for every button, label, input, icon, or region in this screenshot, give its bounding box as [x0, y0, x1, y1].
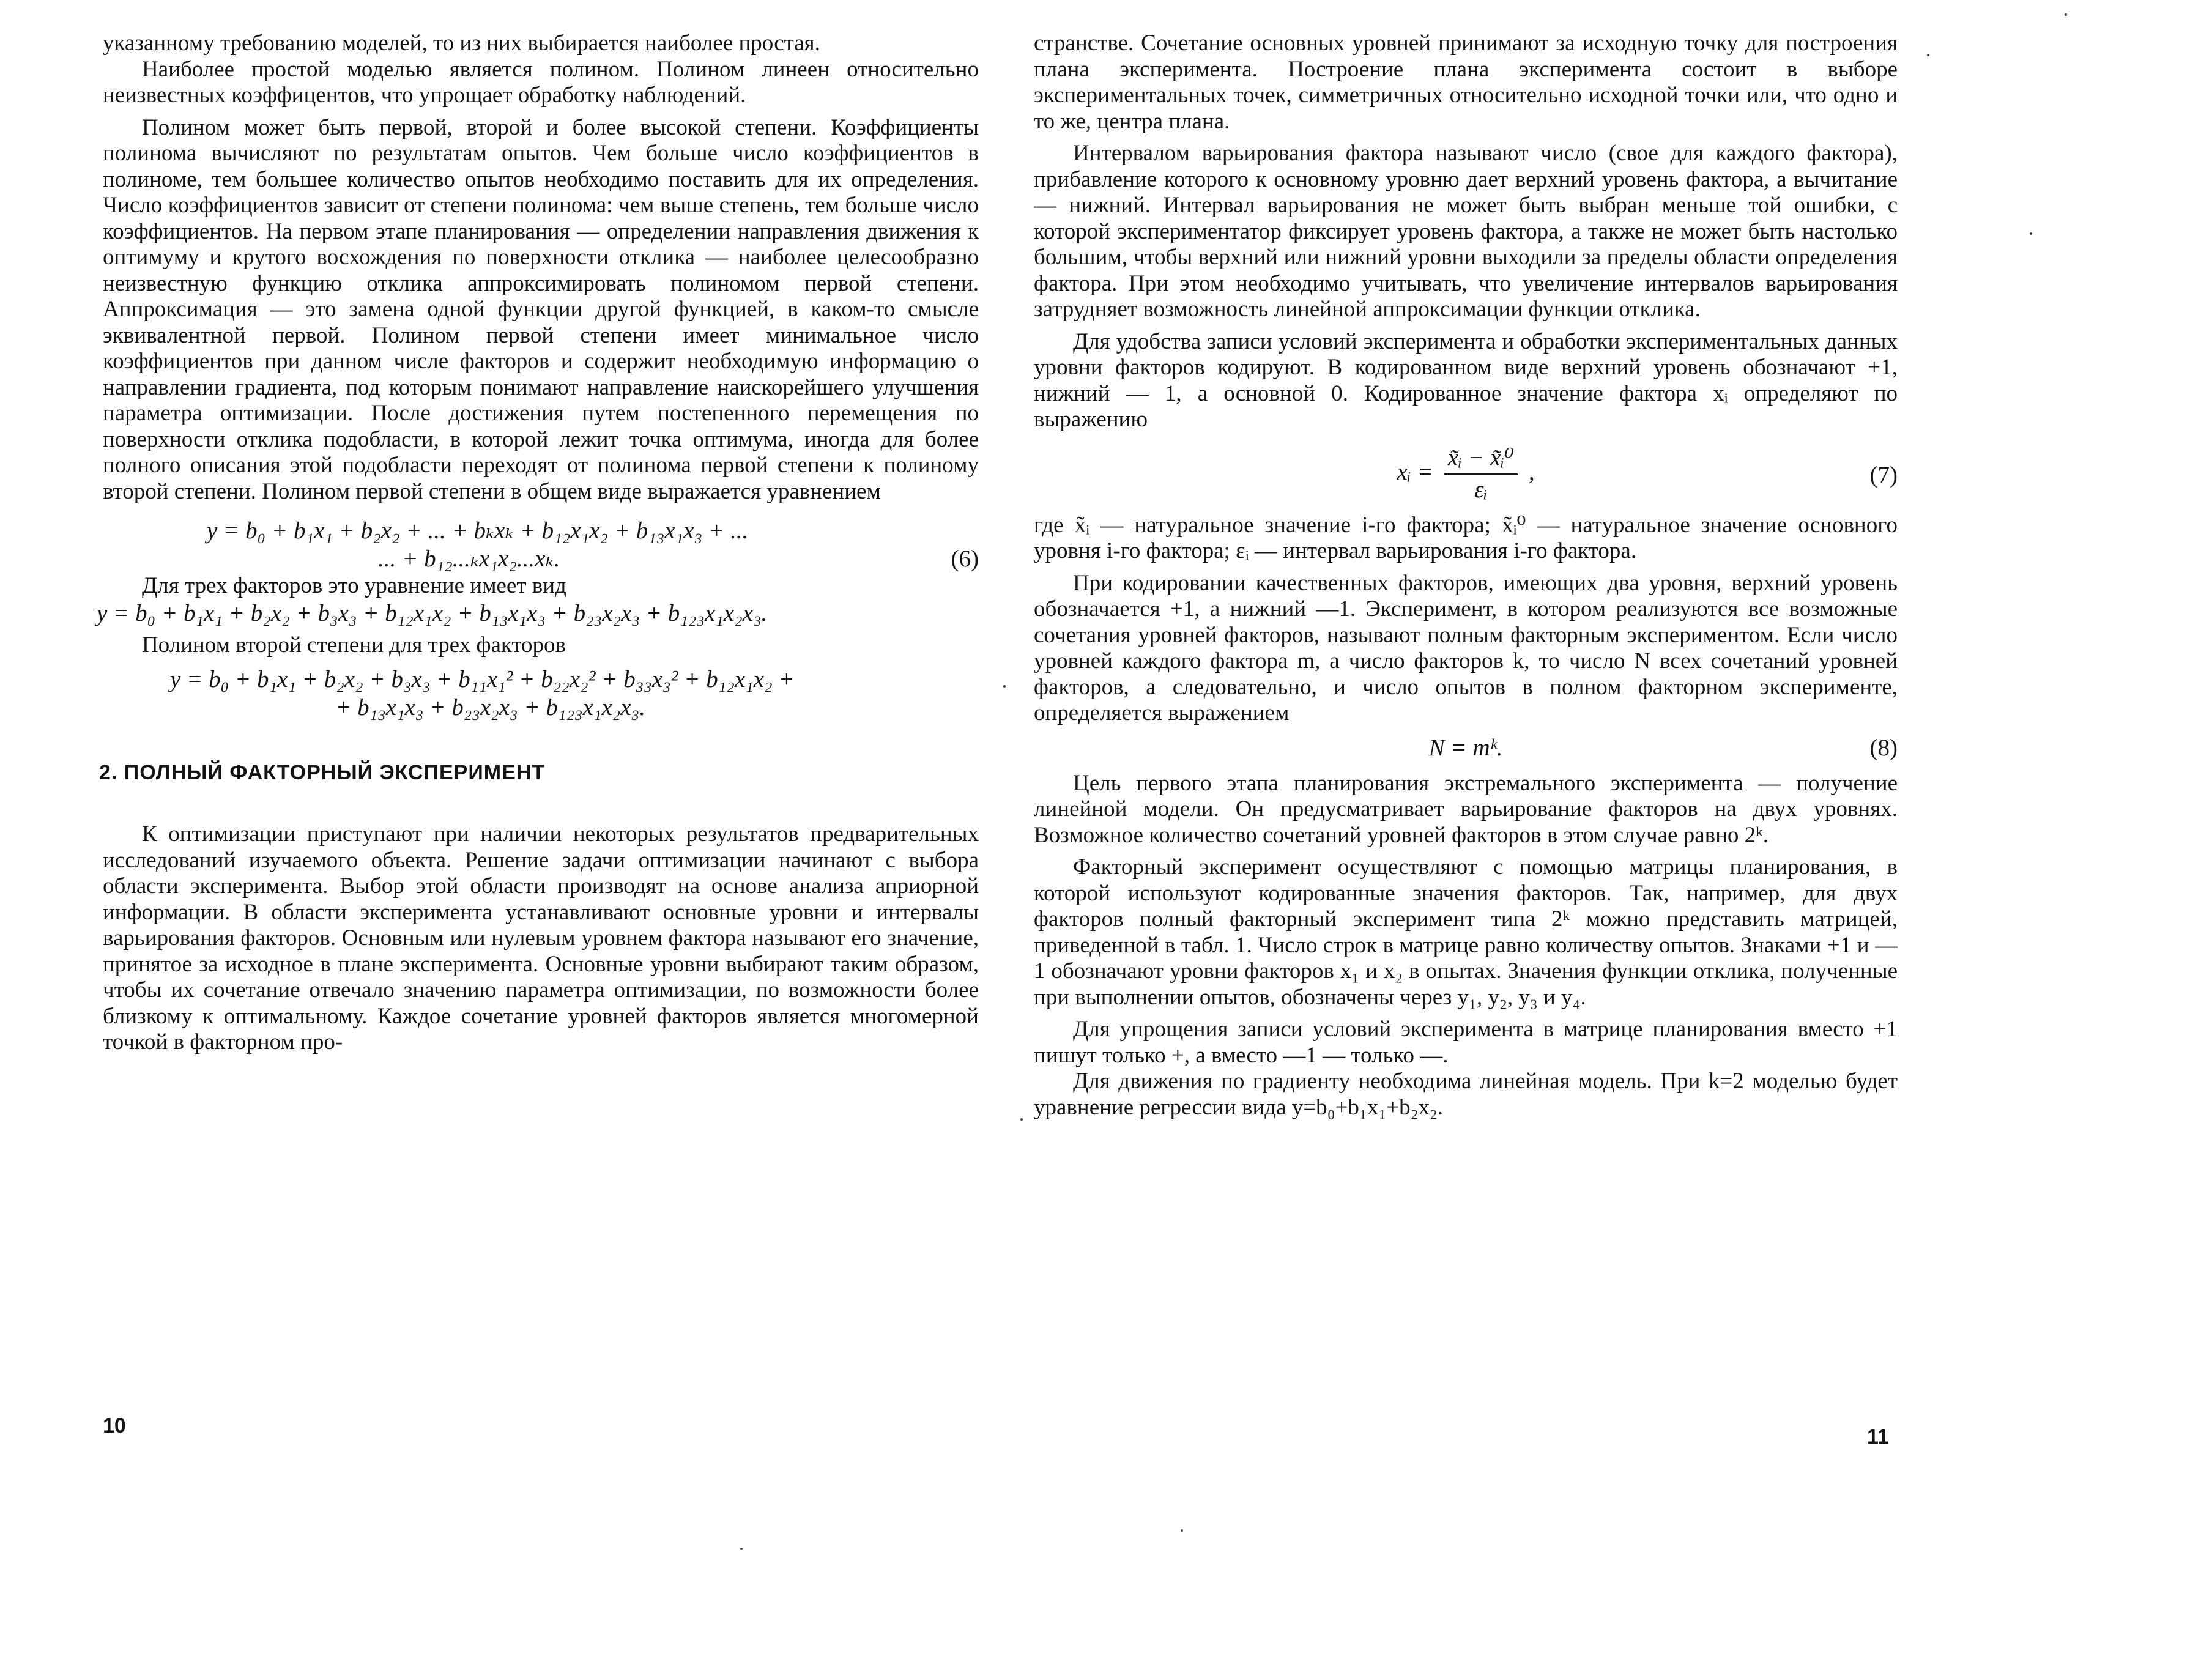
equation-7: [1034, 444, 1898, 504]
equation-7-denominator: εᵢ: [1474, 476, 1488, 503]
equation-6-line-2: [103, 545, 979, 573]
equation-8: [1034, 734, 1898, 762]
equation-6-line-1: y = b₀ + b₁x₁ + b₂x₂ + ... + bₖxₖ + b₁₂x₁x₂ + b₁₃x₁x₃ + ...: [207, 517, 749, 544]
equation-8-formula: N = mᵏ.: [1428, 734, 1503, 761]
equation-7-numerator: x̃ᵢ − x̃ᵢ⁰: [1444, 444, 1518, 475]
left-paragraph-3: Полином может быть первой, второй и более высокой степени. Коэффициенты полинома вычисляют по результатам опытов. Чем больше число коэффициентов в полиноме, тем большее количество опытов необходимо поставить для их определения. Число коэффициентов зависит от степени полинома: чем выше степень, тем больше число коэффициентов. На первом этапе планирования — определении направления движения к оптимуму и крутого восхождения по поверхности отклика — наиболее целесообразно неизвестную функцию отклика аппроксимировать полиномом первой степени. Аппроксимация — это замена одной функции другой функцией, в каком-то смысле эквивалентной первой. Полином первой степени имеет минимальное число коэффициентов при данном числе факторов и содержит необходимую информацию о направлении градиента, под которым понимают направление наискорейшего улучшения параметра оптимизации. После достижения путем постепенного перемещения по поверхности отклика подобласти, в которой лежит точка оптимума, иногда для более полного описания этой подобласти переходят от полинома первой степени к полиному второй степени. Полином первой степени в общем виде выражается уравнением: [103, 114, 979, 504]
equation-7-fraction: [1444, 444, 1518, 504]
scan-speck: [2065, 13, 2067, 16]
second-degree-text: Полином второй степени для трех факторов: [142, 632, 566, 658]
coding-paragraph: При кодировании качественных факторов, имеющих два уровня, верхний уровень обозначается +1, а нижний —1. Эксперимент, в котором реализуются все возможные сочетания уровней факторов, называют полным факторным экспериментом. Если число уровней каждого фактора m, а число факторов k, то число N всех сочетаний уровней факторов, а следовательно, и число опытов в полном факторном эксперименте, определяется выражением: [1034, 570, 1898, 725]
left-page: [97, 31, 979, 1056]
right-paragraph-2: Интервалом варьирования фактора называют число (свое для каждого фактора), прибавление которого к основному уровню дает верхний уровень фактора, а вычитание — нижний. Интервал варьирования не может быть выбран меньше той ошибки, с которой экспериментатор фиксирует уровень фактора, а также не может быть настолько большим, чтобы верхний или нижний уровни выходили за пределы области определения фактора. При этом необходимо учитывать, что увеличение интервалов варьирования затрудняет возможность линейной аппроксимации функции отклика.: [1034, 141, 1898, 322]
equation-7-number: (7): [1869, 461, 1898, 488]
section-paragraph: К оптимизации приступают при наличии некоторых результатов предварительных исследований изучаемого объекта. Решение задачи оптимизации начинают с выбора области эксперимента. Выбор этой области производят на основе анализа априорной информации. В области эксперимента устанавливают основные уровни и интервалы варьирования факторов. Основным или нулевым уровнем фактора называют его значение, принятое за исходное в плане эксперимента. Основные уровни выбирают таким образом, чтобы их сочетание отвечало значению параметра оптимизации, по возможности более близкому к оптимальному. Каждое сочетание уровней факторов является многомерной точкой в факторном про-: [103, 821, 979, 1055]
page-number-left: 10: [103, 1414, 126, 1437]
goal-paragraph: Цель первого этапа планирования экстремального эксперимента — получение линейной модели. Он предусматривает варьирование факторов на двух уровнях. Возможное количество сочетаний уровней факторов в этом случае равно 2ᵏ.: [1034, 770, 1898, 848]
right-page: [1034, 31, 1898, 1121]
scan-speck: [2030, 232, 2032, 235]
page-number-right: 11: [1867, 1425, 1889, 1448]
equation-three-factors: y = b₀ + b₁x₁ + b₂x₂ + b₃x₃ + b₁₂x₁x₂ + b₁₃x₁x₃ + b₂₃x₂x₃ + b₁₂₃x₁x₂x₃.: [97, 599, 768, 626]
equation-second-degree-line-2: + b₁₃x₁x₃ + b₂₃x₂x₃ + b₁₂₃x₁x₂x₃.: [335, 694, 645, 721]
where-text: где x̃ᵢ — натуральное значение i-го фактора; x̃ᵢ⁰ — натуральное значение основного уровня i-го фактора; εᵢ — интервал варьирования i-го фактора.: [1034, 512, 1898, 563]
factorial-paragraph: Факторный эксперимент осуществляют с помощью матрицы планирования, в которой используют кодированные значения факторов. Так, например, для двух факторов полный факторный эксперимент типа 2ᵏ можно представить матрицей, приведенной в табл. 1. Число строк в матрице равно количеству опытов. Знаками +1 и —1 обозначают уровни факторов x₁ и x₂ в опытах. Значения функции отклика, полученные при выполнении опытов, обозначены через y₁, y₂, y₃ и y₄.: [1034, 855, 1898, 1010]
left-paragraph-1: указанному требованию моделей, то из них выбирается наиболее простая.: [103, 31, 820, 56]
right-paragraph-3: Для удобства записи условий эксперимента и обработки экспериментальных данных уровни факторов кодируют. В кодированном виде верхний уровень обозначают +1, нижний — 1, а основной 0. Кодированное значение фактора xᵢ определяют по выражению: [1034, 328, 1898, 432]
left-paragraph-2: Наиболее простой моделью является полином. Полином линеен относительно неизвестных коэффицентов, что упрощает обработку наблюдений.: [103, 56, 979, 108]
equation-6-number: (6): [951, 546, 979, 572]
equation-8-number: (8): [1869, 734, 1898, 761]
section-title: 2. ПОЛНЫЙ ФАКТОРНЫЙ ЭКСПЕРИМЕНТ: [99, 761, 546, 784]
right-paragraph-1: странстве. Сочетание основных уровней принимают за исходную точку для построения плана эксперимента. Построение плана эксперимента состоит в выборе экспериментальных точек, симметричных относительно исходной точки или, что одно и то же, центра плана.: [1034, 31, 1898, 134]
three-factors-text: Для трех факторов это уравнение имеет вид: [142, 573, 566, 598]
scan-speck: [740, 1548, 743, 1550]
scan-speck: [1020, 1118, 1023, 1121]
equation-second-degree-line-1: y = b₀ + b₁x₁ + b₂x₂ + b₃x₃ + b₁₁x₁² + b₂₂x₂² + b₃₃x₃² + b₁₂x₁x₂ +: [170, 666, 795, 692]
equation-7-lhs: xᵢ =: [1397, 458, 1433, 485]
scan-speck: [1181, 1529, 1183, 1532]
scan-speck: [1927, 54, 1929, 56]
equation-6-line-2-text: ... + b₁₂...ₖx₁x₂...xₖ.: [378, 546, 560, 572]
equation-7-tail: ,: [1528, 458, 1535, 485]
notation-paragraph: Для упрощения записи условий эксперимента в матрице планирования вместо +1 пишут только +, а вместо —1 — только —.: [1034, 1017, 1898, 1068]
gradient-paragraph: Для движения по градиенту необходима линейная модель. При k=2 моделью будет уравнение регрессии вида y=b₀+b₁x₁+b₂x₂.: [1034, 1069, 1898, 1120]
scan-speck: [1003, 685, 1006, 688]
